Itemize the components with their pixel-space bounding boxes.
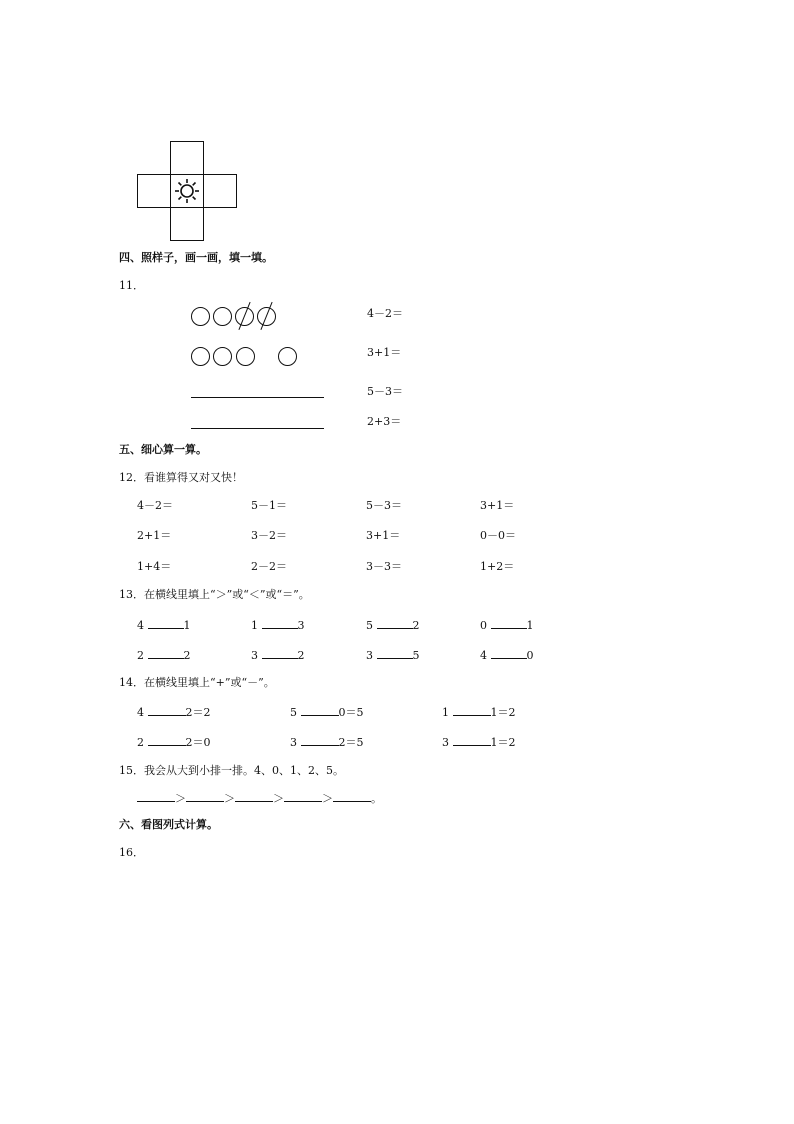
q12-item: 4－2＝ [137, 499, 173, 512]
circle [191, 347, 210, 366]
q13-item [137, 648, 191, 663]
q13-item [366, 648, 420, 663]
answer-blank[interactable] [148, 618, 184, 629]
right-number: 1 [183, 619, 191, 632]
right-number: 2 [297, 649, 305, 662]
greater-than-sign: ＞ [175, 792, 186, 805]
answer-blank[interactable] [333, 791, 371, 802]
q15-ordering-row [137, 791, 382, 806]
q14-item [137, 705, 211, 720]
q13-title: 13．在横线里填上“＞”或“＜”或“＝”。 [119, 588, 310, 601]
greater-than-sign: ＞ [273, 792, 284, 805]
right-number: 5 [412, 649, 420, 662]
q14-item [442, 735, 516, 750]
q12-item: 2+1＝ [137, 529, 172, 542]
left-number: 5 [366, 619, 373, 632]
q13-item [366, 618, 420, 633]
q14-item [137, 735, 211, 750]
period: 。 [371, 792, 382, 805]
greater-than-sign: ＞ [322, 792, 333, 805]
right-number: 2 [183, 649, 191, 662]
section6-heading: 六、看图列式计算。 [119, 818, 218, 831]
answer-blank[interactable] [137, 791, 175, 802]
q12-item: 1+2＝ [480, 560, 515, 573]
answer-blank[interactable] [148, 705, 186, 716]
q12-title: 12．看谁算得又对又快！ [119, 471, 243, 484]
answer-blank[interactable] [262, 648, 298, 659]
right-expression: 1＝2 [490, 706, 516, 719]
right-number: 2 [412, 619, 420, 632]
q14-item [442, 705, 516, 720]
greater-than-sign: ＞ [224, 792, 235, 805]
answer-blank[interactable] [377, 618, 413, 629]
right-number: 0 [526, 649, 534, 662]
q11-number: 11． [119, 279, 144, 292]
left-number: 2 [137, 649, 144, 662]
answer-blank[interactable] [148, 735, 186, 746]
sun-icon [173, 177, 201, 205]
cube-net-bottom-face [170, 207, 204, 241]
left-number: 1 [442, 706, 449, 719]
q11-equation: 2+3＝ [367, 415, 402, 428]
left-number: 4 [480, 649, 487, 662]
left-number: 3 [366, 649, 373, 662]
left-number: 4 [137, 619, 144, 632]
left-number: 3 [251, 649, 258, 662]
answer-blank[interactable] [377, 648, 413, 659]
right-expression: 2＝2 [185, 706, 211, 719]
right-expression: 0＝5 [338, 706, 364, 719]
q12-item: 0－0＝ [480, 529, 516, 542]
q12-item: 3－3＝ [366, 560, 402, 573]
left-number: 4 [137, 706, 144, 719]
q12-item: 1+4＝ [137, 560, 172, 573]
q11-equation: 3+1＝ [367, 346, 402, 359]
answer-blank[interactable] [491, 648, 527, 659]
circle [191, 307, 210, 326]
q13-item [480, 648, 534, 663]
answer-blank[interactable] [148, 648, 184, 659]
answer-blank[interactable] [453, 735, 491, 746]
cube-net-left-face [137, 174, 171, 208]
q16-number: 16． [119, 846, 144, 859]
circle [278, 347, 297, 366]
answer-blank[interactable] [491, 618, 527, 629]
cube-net-right-face [203, 174, 237, 208]
section5-heading: 五、细心算一算。 [119, 443, 207, 456]
answer-blank[interactable] [235, 791, 273, 802]
q11-equation: 5－3＝ [367, 385, 403, 398]
drawing-line[interactable] [191, 428, 324, 429]
q12-item: 2－2＝ [251, 560, 287, 573]
right-number: 3 [297, 619, 305, 632]
circle [236, 347, 255, 366]
answer-blank[interactable] [284, 791, 322, 802]
q13-item [251, 648, 305, 663]
circle [213, 347, 232, 366]
answer-blank[interactable] [301, 705, 339, 716]
left-number: 2 [137, 736, 144, 749]
left-number: 0 [480, 619, 487, 632]
left-number: 3 [290, 736, 297, 749]
circle [213, 307, 232, 326]
left-number: 5 [290, 706, 297, 719]
section4-heading: 四、照样子，画一画，填一填。 [119, 251, 273, 264]
q12-item: 5－3＝ [366, 499, 402, 512]
q12-item: 3－2＝ [251, 529, 287, 542]
right-expression: 2＝5 [338, 736, 364, 749]
right-number: 1 [526, 619, 534, 632]
answer-blank[interactable] [186, 791, 224, 802]
q13-item [480, 618, 534, 633]
answer-blank[interactable] [262, 618, 298, 629]
answer-blank[interactable] [453, 705, 491, 716]
q14-item [290, 705, 364, 720]
q13-item [251, 618, 305, 633]
q12-item: 3+1＝ [480, 499, 515, 512]
q11-equation: 4－2＝ [367, 307, 403, 320]
q13-item [137, 618, 191, 633]
q12-item: 3+1＝ [366, 529, 401, 542]
q14-title: 14．在横线里填上“+”或“－”。 [119, 676, 275, 689]
q14-item [290, 735, 364, 750]
cube-net-top-face [170, 141, 204, 175]
left-number: 1 [251, 619, 258, 632]
drawing-line[interactable] [191, 397, 324, 398]
answer-blank[interactable] [301, 735, 339, 746]
q15-title: 15．我会从大到小排一排。4、0、1、2、5。 [119, 764, 344, 777]
right-expression: 2＝0 [185, 736, 211, 749]
q12-item: 5－1＝ [251, 499, 287, 512]
left-number: 3 [442, 736, 449, 749]
right-expression: 1＝2 [490, 736, 516, 749]
